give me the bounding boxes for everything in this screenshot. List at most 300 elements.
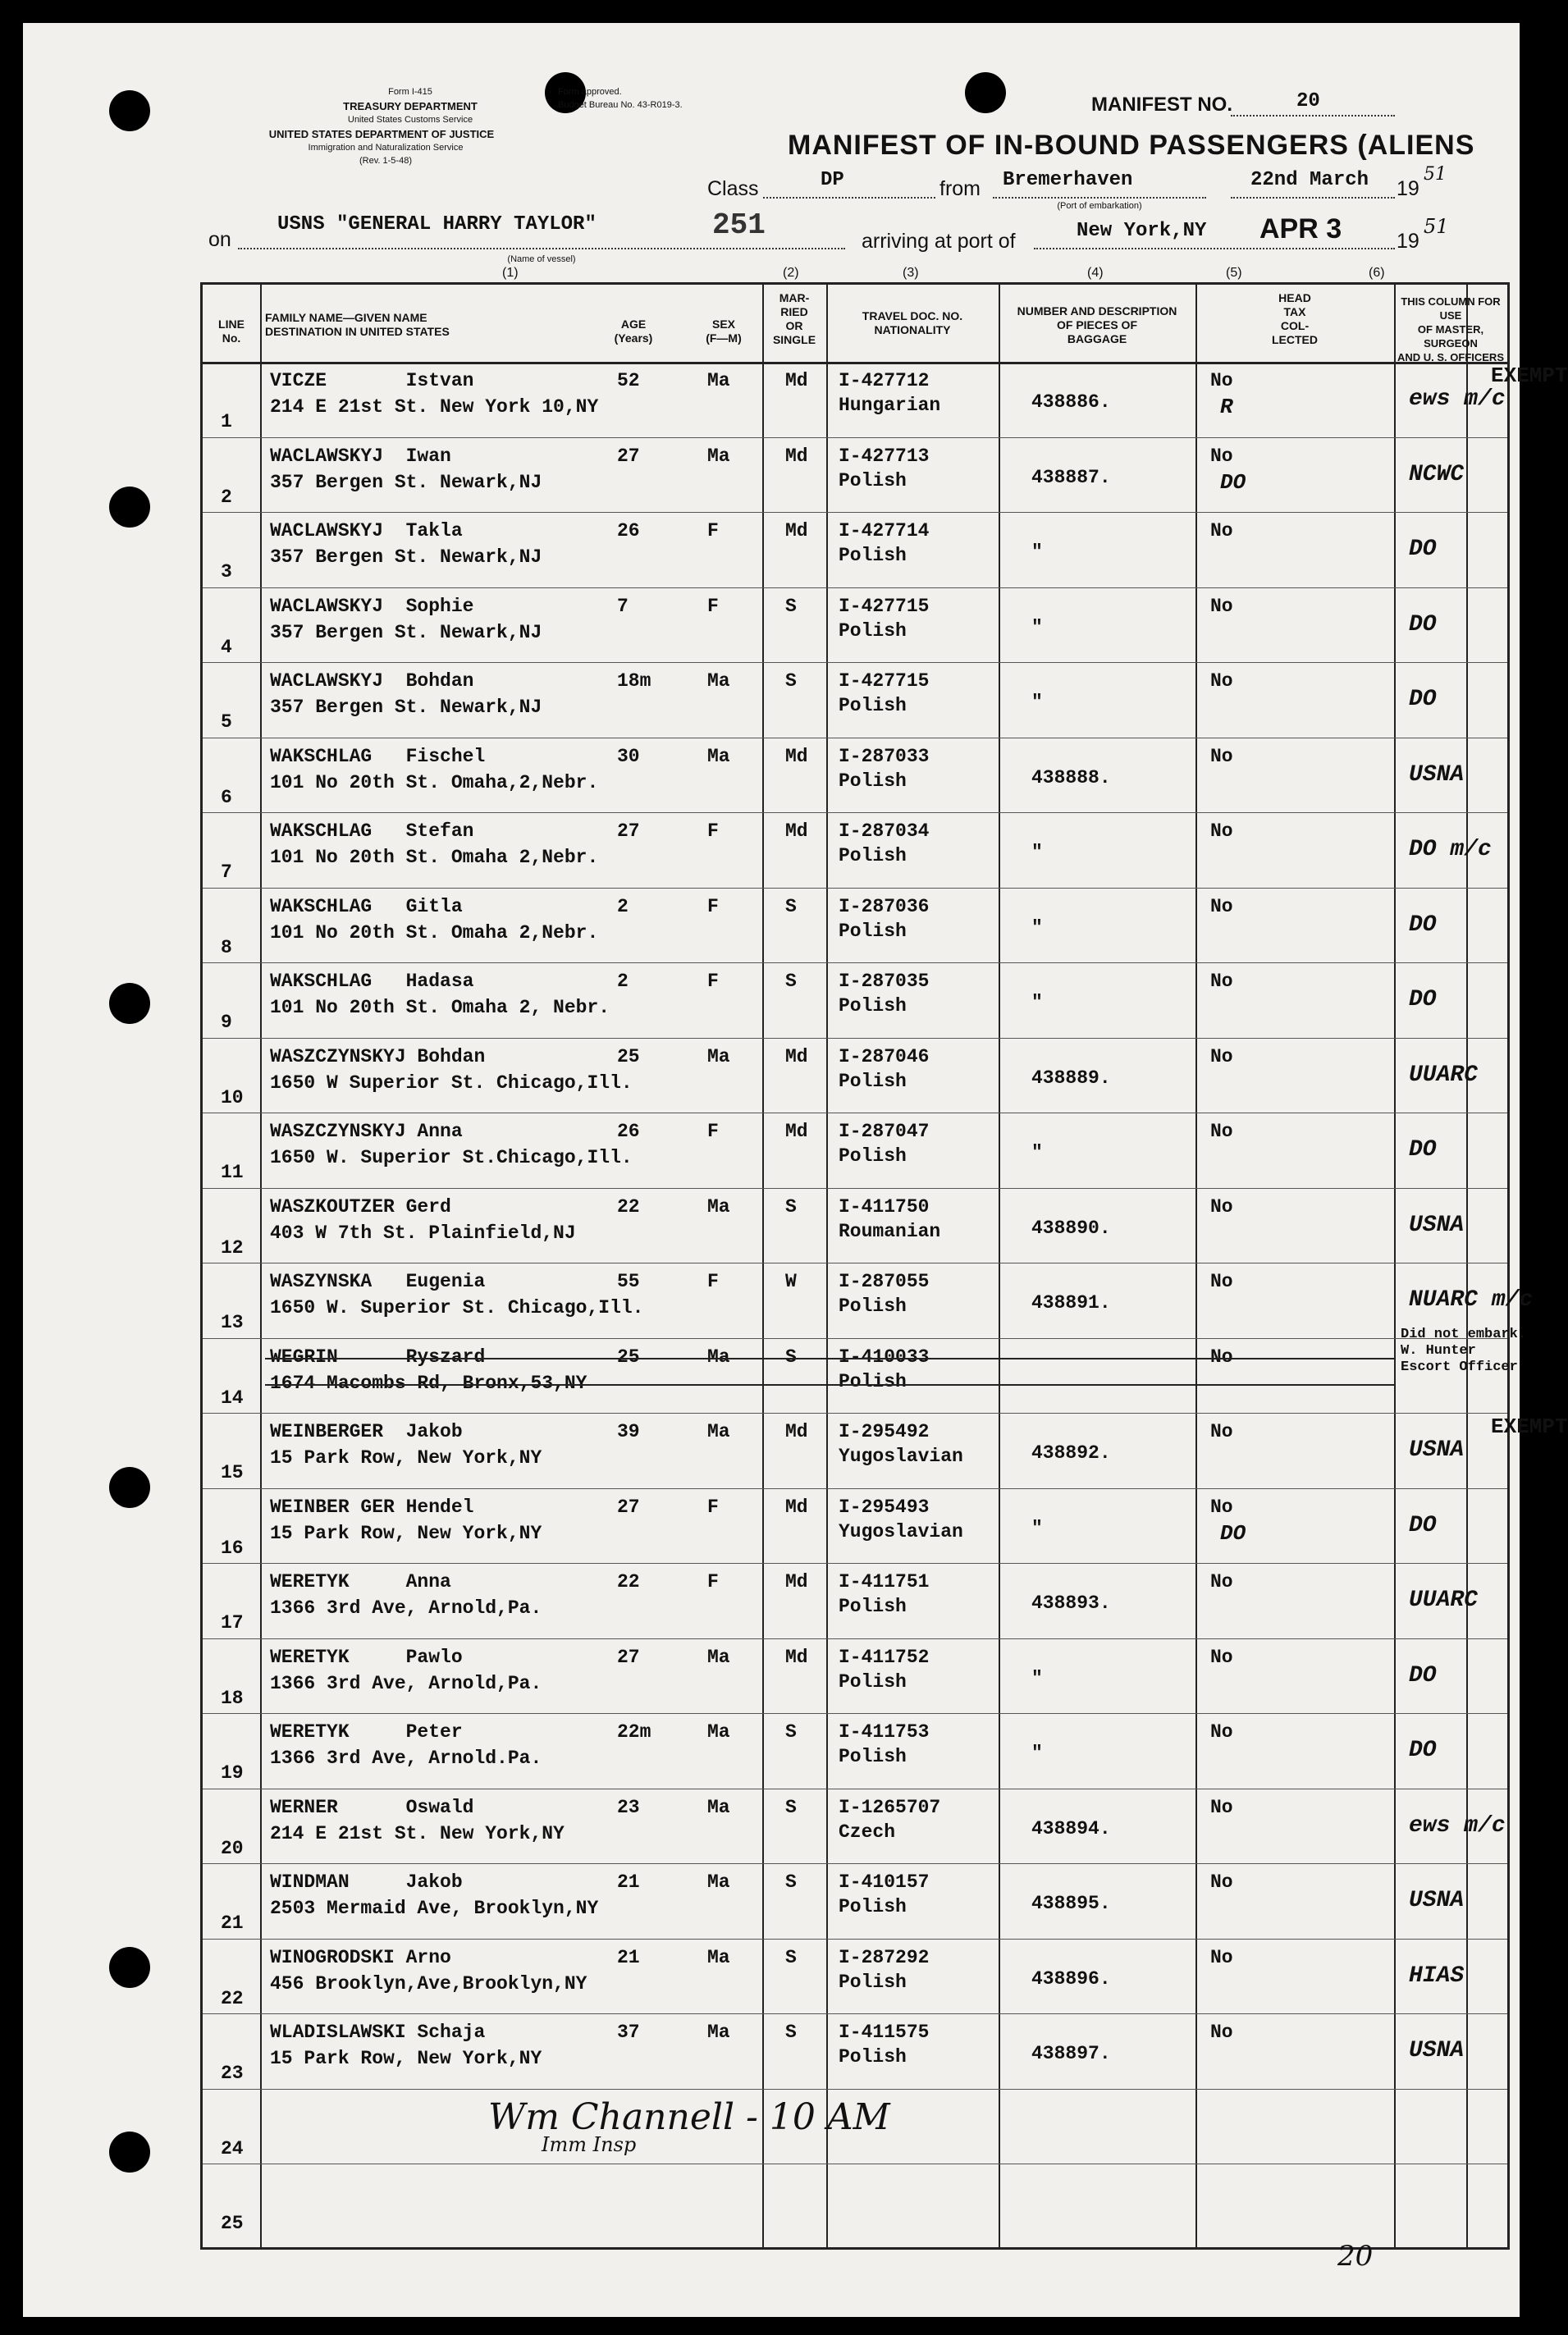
- table-row: [203, 1488, 1507, 1564]
- destination-address: 1366 3rd Ave, Arnold,Pa.: [270, 1597, 542, 1619]
- baggage-number: ": [1031, 842, 1043, 863]
- travel-doc-no: I-295493: [839, 1496, 930, 1518]
- arrival-date-stamp: APR 3: [1259, 213, 1342, 244]
- head-tax: No: [1210, 1045, 1233, 1067]
- destination-address: 15 Park Row, New York,NY: [270, 1522, 542, 1544]
- head-tax: No: [1210, 1271, 1233, 1292]
- destination-address: 1650 W. Superior St.Chicago,Ill.: [270, 1147, 633, 1168]
- travel-doc-no: I-287047: [839, 1121, 930, 1142]
- nationality: Polish: [839, 469, 907, 491]
- baggage-number: ": [1031, 1743, 1043, 1764]
- nationality: Polish: [839, 845, 907, 866]
- line-number: 11: [221, 1162, 244, 1183]
- travel-doc-no: I-1265707: [839, 1796, 941, 1818]
- punch-hole: [965, 72, 1006, 113]
- head-tax: No: [1210, 1121, 1233, 1142]
- destination-address: 214 E 21st St. New York,NY: [270, 1822, 565, 1844]
- baggage-number: 438891.: [1031, 1292, 1111, 1314]
- th-officer: THIS COLUMN FOR USE OF MASTER, SURGEON AND U. S. OFFICERS: [1397, 295, 1504, 363]
- destination-address: 1650 W Superior St. Chicago,Ill.: [270, 1072, 633, 1094]
- baggage-number: 438889.: [1031, 1067, 1111, 1089]
- sex-value: Ma: [707, 1646, 730, 1668]
- nationality: Polish: [839, 695, 907, 716]
- passenger-name: WEINBERGER Jakob: [270, 1421, 463, 1442]
- inspector-title: Imm Insp: [542, 2133, 637, 2156]
- age-value: 25: [617, 1346, 640, 1368]
- passenger-name: WERETYK Pawlo: [270, 1646, 463, 1668]
- travel-doc-no: I-411575: [839, 2022, 930, 2043]
- destination-address: 403 W 7th St. Plainfield,NJ: [270, 1222, 576, 1244]
- destination-address: 15 Park Row, New York,NY: [270, 1447, 542, 1469]
- nationality: Polish: [839, 1145, 907, 1167]
- baggage-number: 438896.: [1031, 1967, 1111, 1990]
- head-tax: No: [1210, 1346, 1233, 1368]
- line-number: 3: [221, 561, 232, 583]
- vessel-name: USNS "GENERAL HARRY TAYLOR": [277, 213, 597, 235]
- nationality: Polish: [839, 1295, 907, 1317]
- sex-value: Ma: [707, 1421, 730, 1442]
- line-number: 1: [221, 411, 232, 432]
- head-tax: No: [1210, 1946, 1233, 1968]
- table-row: [203, 587, 1507, 663]
- head-tax: No: [1210, 895, 1233, 917]
- head-tax: No: [1210, 445, 1233, 467]
- head-tax: No: [1210, 520, 1233, 541]
- travel-doc-no: I-411751: [839, 1571, 930, 1592]
- marital-status: Md: [785, 445, 808, 467]
- row-divider: [203, 662, 1507, 663]
- officer-note: DO: [1409, 1738, 1437, 1763]
- head-tax-mark: DO: [1220, 469, 1246, 495]
- row-divider: [203, 1488, 1507, 1489]
- table-row: [203, 1563, 1507, 1638]
- line-number: 21: [221, 1912, 244, 1934]
- officer-note: NCWC: [1409, 461, 1465, 487]
- destination-address: 101 No 20th St. Omaha,2,Nebr.: [270, 771, 599, 793]
- sex-value: Ma: [707, 2022, 730, 2043]
- nationality: Polish: [839, 995, 907, 1017]
- marital-status: Md: [785, 1496, 808, 1518]
- head-tax: No: [1210, 820, 1233, 842]
- officer-note: USNA: [1409, 1212, 1465, 1238]
- table-row: [203, 437, 1507, 513]
- table-row: [203, 662, 1507, 738]
- head-tax: No: [1210, 370, 1233, 391]
- row-divider: [203, 1638, 1507, 1639]
- nationality: Polish: [839, 770, 907, 792]
- line-number: 16: [221, 1537, 244, 1559]
- bottom-right-note: 20: [1337, 2240, 1374, 2273]
- passenger-name: WINDMAN Jakob: [270, 1871, 463, 1893]
- nationality: Polish: [839, 2046, 907, 2068]
- line-number: 18: [221, 1687, 244, 1709]
- table-row: [203, 2164, 1507, 2239]
- punch-hole: [109, 983, 150, 1024]
- punch-hole: [109, 487, 150, 528]
- head-tax: No: [1210, 595, 1233, 617]
- manifest-no-label: MANIFEST NO.: [1091, 94, 1232, 116]
- sex-value: Ma: [707, 1796, 730, 1818]
- marital-status: Md: [785, 820, 808, 842]
- officer-note: DO: [1409, 1662, 1437, 1688]
- age-value: 30: [617, 745, 640, 767]
- head-tax-mark: DO: [1220, 1520, 1246, 1546]
- punch-hole: [109, 1947, 150, 1988]
- destination-address: 357 Bergen St. Newark,NJ: [270, 621, 542, 643]
- nationality: Polish: [839, 545, 907, 566]
- passenger-name: WEINBER GER Hendel: [270, 1496, 474, 1518]
- manifest-title: MANIFEST OF IN-BOUND PASSENGERS (ALIENS: [788, 130, 1475, 161]
- line-number: 24: [221, 2137, 244, 2159]
- class-value: DP: [821, 169, 844, 191]
- vessel-label: (Name of vessel): [507, 254, 576, 264]
- manifest-table: [200, 282, 1568, 2250]
- line-number: 19: [221, 1762, 244, 1784]
- row-divider: [203, 962, 1507, 963]
- baggage-number: 438893.: [1031, 1592, 1111, 1614]
- row-divider: [203, 1413, 1507, 1414]
- justice-label: UNITED STATES DEPARTMENT OF JUSTICE: [268, 128, 495, 140]
- officer-note: DO: [1409, 1512, 1437, 1538]
- baggage-number: ": [1031, 916, 1043, 939]
- officer-note: DO: [1409, 912, 1437, 938]
- table-row: [203, 1413, 1568, 1488]
- passenger-name: WACLAWSKYJ Bohdan: [270, 670, 474, 692]
- passenger-name: WACLAWSKYJ Sophie: [270, 595, 474, 617]
- class-line: [763, 197, 935, 199]
- table-row: [203, 1188, 1507, 1263]
- budget-bureau: Budget Bureau No. 43-R019-3.: [558, 100, 683, 110]
- travel-doc-no: I-427712: [839, 370, 930, 391]
- table-row: [203, 1638, 1507, 1714]
- passenger-name: WINOGRODSKI Arno: [270, 1946, 451, 1968]
- officer-note: UUARC: [1409, 1588, 1479, 1613]
- sex-value: Ma: [707, 745, 730, 767]
- age-value: 21: [617, 1871, 640, 1893]
- th-name: FAMILY NAME—GIVEN NAME DESTINATION IN UNITED STATES: [265, 311, 450, 338]
- baggage-number: ": [1031, 992, 1043, 1013]
- destination-address: 456 Brooklyn,Ave,Brooklyn,NY: [270, 1972, 587, 1995]
- marital-status: S: [785, 595, 797, 617]
- head-tax-mark: R: [1220, 395, 1233, 419]
- baggage-number: 438892.: [1031, 1442, 1111, 1464]
- officer-note: DO: [1409, 537, 1437, 562]
- exempt-stamp: EXEMPT: [1491, 1414, 1568, 1439]
- on-label: on: [208, 228, 231, 251]
- row-divider: [203, 1863, 1507, 1864]
- destination-address: 357 Bergen St. Newark,NJ: [270, 471, 542, 493]
- strikethrough-line: [265, 1384, 1394, 1386]
- line-number: 15: [221, 1462, 244, 1483]
- head-tax: No: [1210, 1571, 1233, 1592]
- year-suffix: 51: [1424, 164, 1447, 185]
- vessel-number: 251: [712, 208, 766, 242]
- col-number-2: (2): [783, 266, 799, 280]
- age-value: 21: [617, 1946, 640, 1968]
- travel-doc-no: I-287292: [839, 1946, 930, 1968]
- th-married: MAR- RIED OR SINGLE: [772, 291, 816, 346]
- table-row: [203, 888, 1507, 963]
- destination-address: 1674 Macombs Rd, Bronx,53,NY: [270, 1372, 587, 1394]
- passenger-name: VICZE Istvan: [270, 370, 474, 391]
- destination-address: 2503 Mermaid Ave, Brooklyn,NY: [270, 1898, 599, 1919]
- nationality: Hungarian: [839, 395, 941, 416]
- officer-note: NUARC m/c: [1409, 1287, 1534, 1313]
- col-number-3: (3): [903, 266, 919, 280]
- date-line: [1231, 197, 1395, 199]
- sex-value: Ma: [707, 445, 730, 467]
- table-row: [203, 812, 1507, 888]
- inspector-signature: Wm Channell - 10 AM: [488, 2096, 890, 2138]
- age-value: 52: [617, 370, 640, 391]
- sex-value: Ma: [707, 1346, 730, 1368]
- passenger-name: WASZCZYNSKYJ Bohdan: [270, 1045, 486, 1067]
- row-divider: [203, 1338, 1507, 1339]
- table-row: [203, 1263, 1534, 1338]
- marital-status: Md: [785, 1421, 808, 1442]
- col-number-4: (4): [1087, 266, 1104, 280]
- from-label: from: [939, 177, 981, 200]
- destination-address: 357 Bergen St. Newark,NJ: [270, 546, 542, 568]
- line-number: 6: [221, 786, 232, 808]
- class-label: Class: [707, 177, 759, 200]
- head-tax: No: [1210, 1421, 1233, 1442]
- manifest-no-line: [1231, 115, 1395, 117]
- age-value: 23: [617, 1796, 640, 1818]
- age-value: 22: [617, 1571, 640, 1592]
- arrival-year-suffix: 51: [1424, 215, 1449, 238]
- baggage-number: ": [1031, 692, 1043, 713]
- sex-value: F: [707, 1121, 719, 1142]
- from-value: Bremerhaven: [1003, 169, 1133, 191]
- officer-note: UUARC: [1409, 1062, 1479, 1088]
- age-value: 55: [617, 1271, 640, 1292]
- th-age: AGE (Years): [614, 318, 653, 345]
- table-row: [203, 1863, 1507, 1939]
- sex-value: F: [707, 971, 719, 992]
- marital-status: S: [785, 1721, 797, 1743]
- baggage-number: ": [1031, 541, 1043, 563]
- col-number-6: (6): [1369, 266, 1385, 280]
- marital-status: Md: [785, 1646, 808, 1668]
- col-number-5: (5): [1226, 266, 1242, 280]
- th-line: LINE No.: [218, 318, 245, 345]
- head-tax: No: [1210, 1195, 1233, 1218]
- age-value: 18m: [617, 670, 651, 692]
- sex-value: Ma: [707, 1946, 730, 1968]
- sex-value: Ma: [707, 1045, 730, 1067]
- marital-status: S: [785, 1346, 797, 1368]
- officer-note: DO: [1409, 987, 1437, 1012]
- exempt-stamp: EXEMPT: [1491, 363, 1568, 388]
- officer-note: DO: [1409, 611, 1437, 637]
- line-number: 7: [221, 861, 232, 883]
- line-number: 5: [221, 711, 232, 733]
- year-prefix: 19: [1397, 177, 1419, 200]
- sex-value: F: [707, 820, 719, 842]
- head-tax: No: [1210, 1646, 1233, 1668]
- line-number: 22: [221, 1987, 244, 2009]
- sex-value: F: [707, 1271, 719, 1292]
- age-value: 22: [617, 1195, 640, 1218]
- passenger-name: WACLAWSKYJ Iwan: [270, 445, 451, 467]
- row-divider: [203, 888, 1507, 889]
- nationality: Polish: [839, 1971, 907, 1993]
- row-divider: [203, 587, 1507, 588]
- passenger-name: WLADISLAWSKI Schaja: [270, 2022, 486, 2043]
- destination-address: 101 No 20th St. Omaha 2,Nebr.: [270, 921, 599, 944]
- th-sex: SEX (F—M): [706, 318, 742, 345]
- marital-status: S: [785, 971, 797, 992]
- destination-address: 101 No 20th St. Omaha 2,Nebr.: [270, 847, 599, 868]
- officer-note: USNA: [1409, 761, 1465, 788]
- punch-hole: [109, 1467, 150, 1508]
- officer-note: DO m/c: [1409, 837, 1492, 862]
- passenger-name: WERNER Oswald: [270, 1796, 474, 1818]
- nationality: Polish: [839, 1670, 907, 1693]
- age-value: 26: [617, 1121, 640, 1142]
- officer-note: ews m/c: [1409, 1812, 1506, 1839]
- line-number: 2: [221, 486, 232, 508]
- ins-label: Immigration and Naturalization Service: [308, 143, 464, 153]
- head-tax: No: [1210, 971, 1233, 992]
- row-divider: [203, 512, 1507, 513]
- line-number: 10: [221, 1086, 244, 1108]
- marital-status: Md: [785, 1571, 808, 1592]
- row-divider: [203, 1188, 1507, 1189]
- line-number: 12: [221, 1236, 244, 1259]
- row-divider: [203, 1939, 1507, 1940]
- head-tax: No: [1210, 2022, 1233, 2043]
- destination-address: 357 Bergen St. Newark,NJ: [270, 697, 542, 718]
- destination-address: 1366 3rd Ave, Arnold.Pa.: [270, 1748, 542, 1769]
- sex-value: Ma: [707, 370, 730, 391]
- age-value: 25: [617, 1045, 640, 1067]
- marital-status: S: [785, 895, 797, 917]
- marital-status: W: [785, 1271, 797, 1292]
- row-divider: [203, 1713, 1507, 1714]
- nationality: Polish: [839, 1596, 907, 1617]
- table-row: [203, 2013, 1507, 2089]
- passenger-name: WAKSCHLAG Fischel: [270, 745, 486, 767]
- passenger-name: WASZKOUTZER Gerd: [270, 1195, 451, 1218]
- travel-doc-no: I-287035: [839, 971, 930, 992]
- destination-address: 15 Park Row, New York,NY: [270, 2048, 542, 2069]
- punch-hole: [109, 90, 150, 131]
- revision-label: (Rev. 1-5-48): [359, 156, 412, 166]
- baggage-number: ": [1031, 1142, 1043, 1163]
- officer-note: ews m/c: [1409, 386, 1506, 412]
- port-embark-label: (Port of embarkation): [1057, 201, 1142, 211]
- marital-status: Md: [785, 745, 808, 767]
- table-row: [203, 1789, 1507, 1864]
- line-number: 13: [221, 1312, 244, 1333]
- head-tax: No: [1210, 745, 1233, 767]
- baggage-number: 438886.: [1031, 391, 1111, 413]
- destination-address: 214 E 21st St. New York 10,NY: [270, 396, 599, 418]
- head-tax: No: [1210, 670, 1233, 692]
- passenger-name: WASZCZYNSKYJ Anna: [270, 1121, 463, 1142]
- passenger-name: WAKSCHLAG Gitla: [270, 895, 463, 917]
- line-number: 17: [221, 1612, 244, 1634]
- officer-note: Did not embark. W. Hunter Escort Officer: [1401, 1326, 1527, 1375]
- travel-doc-no: I-287046: [839, 1045, 930, 1067]
- col-number-1: (1): [502, 266, 519, 280]
- head-tax: No: [1210, 1721, 1233, 1743]
- strikethrough-line: [265, 1358, 1394, 1359]
- baggage-number: 438887.: [1031, 466, 1111, 488]
- head-tax: No: [1210, 1871, 1233, 1893]
- age-value: 37: [617, 2022, 640, 2043]
- age-value: 27: [617, 445, 640, 467]
- destination-address: 101 No 20th St. Omaha 2, Nebr.: [270, 997, 610, 1018]
- row-divider: [203, 812, 1507, 813]
- sex-value: Ma: [707, 1195, 730, 1218]
- baggage-number: 438888.: [1031, 766, 1111, 788]
- row-divider: [203, 1563, 1507, 1564]
- nationality: Polish: [839, 1370, 907, 1392]
- travel-doc-no: I-287033: [839, 745, 930, 767]
- marital-status: S: [785, 2022, 797, 2043]
- row-divider: [203, 2013, 1507, 2014]
- table-row: [203, 1939, 1507, 2014]
- officer-note: USNA: [1409, 1437, 1465, 1463]
- table-row: [203, 962, 1507, 1038]
- baggage-number: ": [1031, 1517, 1043, 1539]
- age-value: 2: [617, 895, 629, 917]
- line-number: 14: [221, 1387, 244, 1409]
- travel-doc-no: I-427715: [839, 595, 930, 617]
- travel-doc-no: I-287036: [839, 895, 930, 917]
- nationality: Polish: [839, 1070, 907, 1092]
- travel-doc-no: I-427713: [839, 445, 930, 467]
- table-row: [203, 738, 1507, 813]
- passenger-name: WERETYK Peter: [270, 1721, 463, 1743]
- travel-doc-no: I-427715: [839, 670, 930, 692]
- age-value: 2: [617, 971, 629, 992]
- nationality: Yugoslavian: [839, 1446, 963, 1467]
- th-travel: TRAVEL DOC. NO. NATIONALITY: [862, 309, 963, 336]
- sex-value: F: [707, 520, 719, 541]
- treasury-label: TREASURY DEPARTMENT: [343, 100, 478, 112]
- nationality: Roumanian: [839, 1220, 941, 1242]
- age-value: 27: [617, 1646, 640, 1668]
- line-number: 23: [221, 2063, 244, 2084]
- line-number: 20: [221, 1837, 244, 1859]
- vessel-line: [238, 248, 845, 249]
- nationality: Polish: [839, 1746, 907, 1767]
- row-divider: [203, 1038, 1507, 1039]
- arrival-line: [1034, 248, 1395, 249]
- marital-status: S: [785, 1195, 797, 1218]
- arrival-year-prefix: 19: [1397, 230, 1419, 253]
- passenger-name: WEGRIN Ryszard: [270, 1346, 486, 1368]
- age-value: 22m: [617, 1721, 651, 1743]
- age-value: 7: [617, 595, 629, 617]
- marital-status: S: [785, 1871, 797, 1893]
- head-tax: No: [1210, 1796, 1233, 1818]
- table-row: [203, 1326, 1527, 1414]
- form-number: Form I-415: [388, 87, 432, 97]
- marital-status: Md: [785, 1121, 808, 1142]
- travel-doc-no: I-295492: [839, 1421, 930, 1442]
- baggage-number: 438890.: [1031, 1217, 1111, 1239]
- marital-status: S: [785, 670, 797, 692]
- officer-note: DO: [1409, 687, 1437, 712]
- sex-value: F: [707, 1571, 719, 1592]
- table-row: [203, 512, 1507, 587]
- th-tax: HEAD TAX COL- LECTED: [1272, 291, 1318, 346]
